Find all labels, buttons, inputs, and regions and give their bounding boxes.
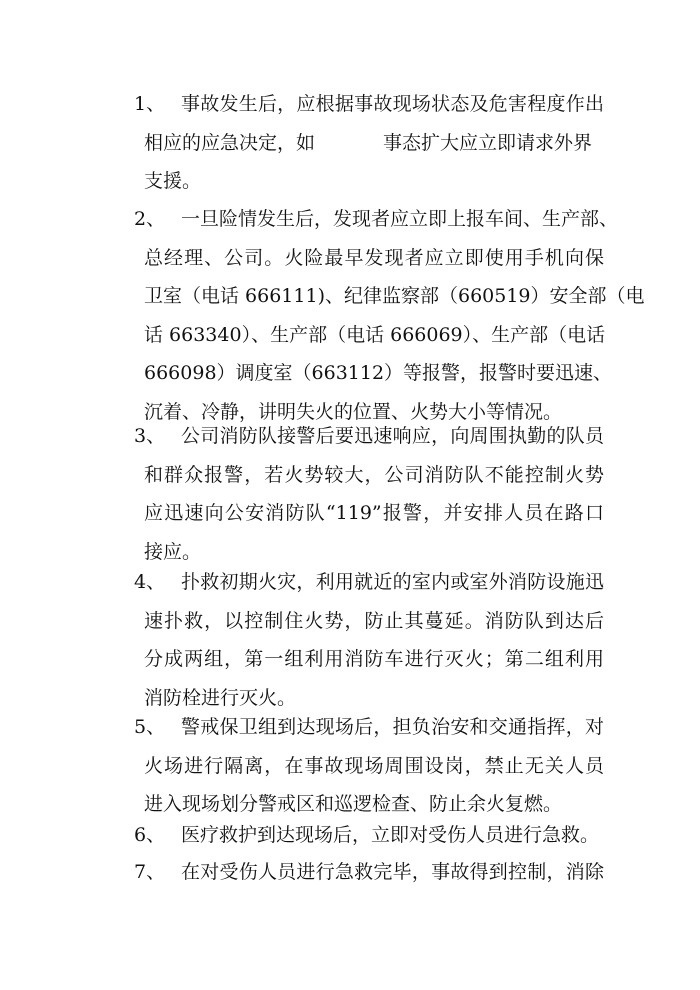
item-number: 1、: [134, 93, 166, 115]
item-number: 3、: [134, 425, 166, 447]
item-number: 5、: [134, 716, 166, 738]
item-line: 支援。: [144, 170, 202, 192]
item-number: 7、: [134, 861, 166, 883]
item-number: 6、: [134, 824, 166, 846]
item-line: 扑救初期火灾，利用就近的室内或室外消防设施迅: [181, 571, 604, 593]
item-line-part: 相应的应急决定，如: [144, 131, 316, 154]
item-line: 在对受伤人员进行急救完毕，事故得到控制，消除: [181, 861, 604, 883]
item-line: 医疗救护到达现场后，立即对受伤人员进行急救。: [181, 824, 600, 846]
list-item-2: [134, 200, 645, 431]
item-line: 应迅速向公安消防队“119”报警，并安排人员在路口: [144, 502, 604, 524]
item-line: 事故发生后，应根据事故现场状态及危害程度作出: [181, 93, 604, 115]
list-item-4: [134, 563, 604, 717]
item-line: 接应。: [144, 540, 202, 563]
item-line: 公司消防队接警后要迅速响应，向周围执勤的队员: [181, 425, 604, 447]
list-item-7: [134, 853, 604, 892]
item-line: 一旦险情发生后，发现者应立即上报车间、生产部、: [181, 208, 619, 230]
item-line: 速扑救，以控制住火势，防止其蔓延。消防队到达后: [144, 609, 604, 632]
item-line: 进入现场划分警戒区和巡逻检查、防止余火复燃。: [144, 793, 563, 815]
list-item-5: [134, 708, 604, 824]
list-item-3: [134, 417, 604, 571]
item-line: 沉着、冷静，讲明失火的位置、火势大小等情况。: [144, 400, 563, 423]
item-line: 消防栓进行灭火。: [144, 686, 297, 709]
item-line: 卫室（电话 666111)、纪律监察部（660519）安全部（电: [144, 285, 645, 307]
list-item-6: [134, 816, 604, 855]
item-line: 总经理、公司。火险最早发现者应立即使用手机向保: [144, 246, 604, 269]
item-line: 666098）调度室（663112）等报警，报警时要迅速、: [144, 362, 613, 384]
item-number: 4、: [134, 571, 166, 593]
item-line: 和群众报警，若火势较大，公司消防队不能控制火势: [144, 463, 604, 486]
item-line: 分成两组，第一组利用消防车进行灭火；第二组利用: [144, 648, 604, 670]
list-item-1: [134, 85, 604, 201]
item-line: 火场进行隔离，在事故现场周围设岗，禁止无关人员: [144, 754, 604, 777]
item-line: 警戒保卫组到达现场后，担负治安和交通指挥，对: [181, 716, 604, 738]
item-line: 话 663340）、生产部（电话 666069）、生产部（电话: [144, 323, 606, 346]
item-number: 2、: [134, 208, 166, 230]
item-line: [134, 124, 604, 163]
item-line-part: 事态扩大应立即请求外界: [383, 131, 593, 154]
